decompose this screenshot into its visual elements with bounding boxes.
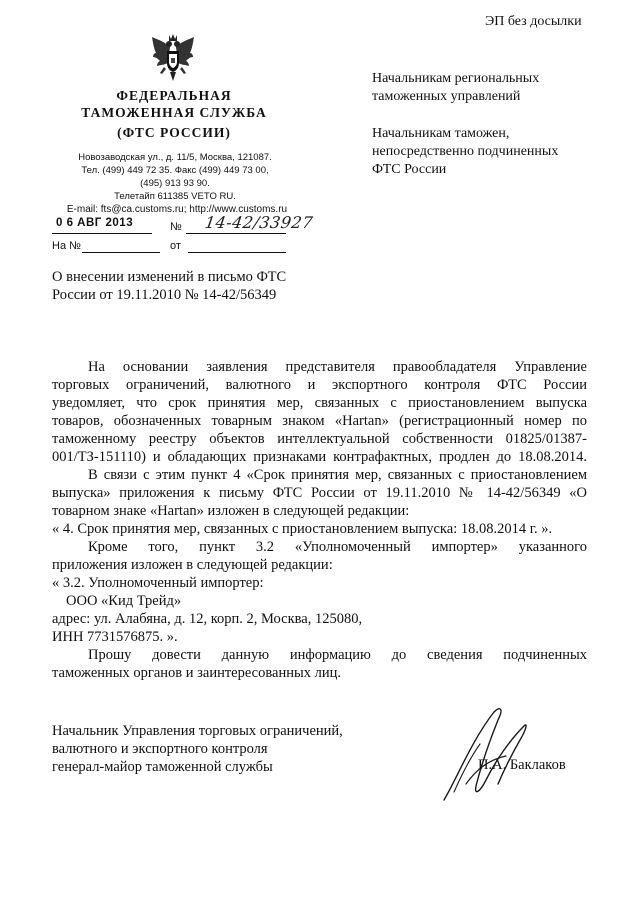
org-name-line1: ФЕДЕРАЛЬНАЯ xyxy=(116,88,232,103)
recipient-line1: Начальникам региональных xyxy=(372,71,540,86)
signatory-name: П.А. Баклаков xyxy=(478,757,566,773)
ref-date-line xyxy=(188,238,286,253)
body-p2-line2: выпуска» приложения к письму ФТС России от 19.11.2010 № 14-42/56349 «О xyxy=(52,485,587,501)
subject-line1: О внесении изменений в письмо ФТС xyxy=(52,269,287,285)
body-p1-line5: таможенному реестру объектов интеллектуальной собственности 01825/01387- xyxy=(52,431,587,447)
recipient-line4: непосредственно подчиненных xyxy=(372,144,559,159)
body-p4-line1: Прошу довести данную информацию до сведения подчиненных xyxy=(88,647,587,663)
body-p3-line2: приложения изложен в следующей редакции: xyxy=(52,557,333,573)
body-p4-line2: таможенных органов и заинтересованных лиц. xyxy=(52,665,341,681)
recipient-line5: ФТС России xyxy=(372,162,447,177)
ref-number-line xyxy=(82,238,160,253)
org-address-line3: (495) 913 93 90. xyxy=(140,178,210,189)
recipient-line3: Начальникам таможен, xyxy=(372,126,510,141)
body-p3-line6: ИНН 7731576875. ». xyxy=(52,629,178,645)
ref-from-label: от xyxy=(170,240,181,252)
body-p1-line1: На основании заявления представителя правообладателя Управление xyxy=(88,359,587,375)
registration-date-stamp: 0 6 АВГ 2013 xyxy=(56,217,134,229)
org-name-line2: ТАМОЖЕННАЯ СЛУЖБА xyxy=(81,105,267,120)
ref-number-label: На № xyxy=(52,240,81,252)
body-p2-line1: В связи с этим пункт 4 «Срок принятия мер, связанных с приостановлением xyxy=(88,467,587,483)
registration-number-handwritten: 14-42/33927 xyxy=(203,213,315,232)
org-address-line1: Новозаводская ул., д. 11/5, Москва, 121087. xyxy=(78,152,272,163)
body-p3-line1: Кроме того, пункт 3.2 «Уполномоченный импортер» указанного xyxy=(88,539,587,555)
org-teletype: Телетайп 611385 VETO RU. xyxy=(114,191,236,202)
body-p1-line2: торговых ограничений, валютного и экспортного контроля ФТС России xyxy=(52,377,587,393)
letter-subject xyxy=(52,268,322,304)
org-name-line3: (ФТС РОССИИ) xyxy=(117,125,231,140)
body-p2-line4: « 4. Срок принятия мер, связанных с приостановлением выпуска: 18.08.2014 г. ». xyxy=(52,521,553,537)
handwritten-signature xyxy=(436,700,536,810)
body-p2-line3: товарном знаке «Hartan» изложен в следующей редакции: xyxy=(52,503,410,519)
signatory-title-line2: валютного и экспортного контроля xyxy=(52,741,268,757)
subject-line2: России от 19.11.2010 № 14-42/56349 xyxy=(52,287,277,303)
body-p1-line4: товаров, обозначенных товарным знаком «Hartan» (регистрационный номер по xyxy=(52,413,587,429)
routing-note: ЭП без досылки xyxy=(485,14,582,29)
org-address-line2: Тел. (499) 449 72 35. Факс (499) 449 73 00, xyxy=(81,165,269,176)
recipient-line2: таможенных управлений xyxy=(372,89,521,104)
body-p3-line4: ООО «Кид Трейд» xyxy=(66,593,182,609)
body-p3-line5: адрес: ул. Алабяна, д. 12, корп. 2, Москва, 125080, xyxy=(52,611,363,627)
body-p3-line3: « 3.2. Уполномоченный импортер: xyxy=(52,575,264,591)
body-p1-line6: 001/ТЗ-151110) и обладающих признаками контрафактных, продлен до 18.08.2014. xyxy=(52,449,587,465)
coat-of-arms-icon xyxy=(150,33,196,83)
signatory-title-line1: Начальник Управления торговых ограничений, xyxy=(52,723,343,739)
org-email: E-mail: fts@ca.customs.ru; http://www.customs.ru xyxy=(66,204,288,215)
number-sign: № xyxy=(170,221,182,233)
body-p1-line3: уведомляет, что срок принятия мер, связанных с приостановлением выпуска xyxy=(52,395,587,411)
signatory-title-line3: генерал-майор таможенной службы xyxy=(52,759,273,775)
signatory-title xyxy=(52,722,343,776)
